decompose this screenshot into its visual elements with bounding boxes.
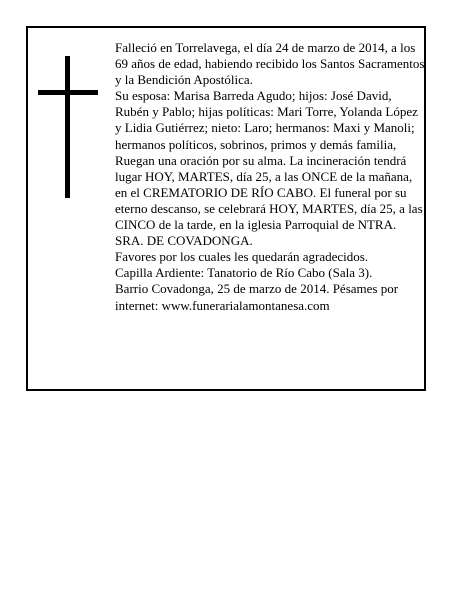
chapel-location: Capilla Ardiente: Tanatorio de Río Cabo (Sala 3). xyxy=(115,265,373,281)
cross-vertical-bar xyxy=(65,56,70,198)
death-announcement: Falleció en Torrelavega, el día 24 de marzo de 2014, a los 69 años de edad, habiendo recibido los Santos Sacramentos y la Bendición Apostólica. xyxy=(115,40,425,88)
obituary-text xyxy=(115,40,425,314)
family-list: Su esposa: Marisa Barreda Agudo; hijos: José David, Rubén y Pablo; hijas políticas: Mari Torre, Yolanda López y Lidia Gutiérrez; nieto: Laro; hermanos: Maxi y Manoli; hermanos políticos, sobrinos, primos y demás familia, xyxy=(115,88,418,152)
thanks-line: Favores por los cuales les quedarán agradecidos. xyxy=(115,249,369,265)
latin-cross-icon xyxy=(38,56,98,198)
obituary-notice xyxy=(26,26,426,391)
ceremony-details: Ruegan una oración por su alma. La incineración tendrá lugar HOY, MARTES, día 25, a las ONCE de la mañana, en el CREMATORIO DE RÍO CABO. El funeral por su eterno descanso, se celebrará HOY, MARTES, día 25, a las CINCO de la tarde, en la iglesia Parroquial de NTRA. SRA. DE COVADONGA. xyxy=(115,152,423,249)
place-date-condolences: Barrio Covadonga, 25 de marzo de 2014. Pésames por internet: www.funerarialamontanesa.com xyxy=(115,281,399,313)
cross-horizontal-bar xyxy=(38,90,98,95)
